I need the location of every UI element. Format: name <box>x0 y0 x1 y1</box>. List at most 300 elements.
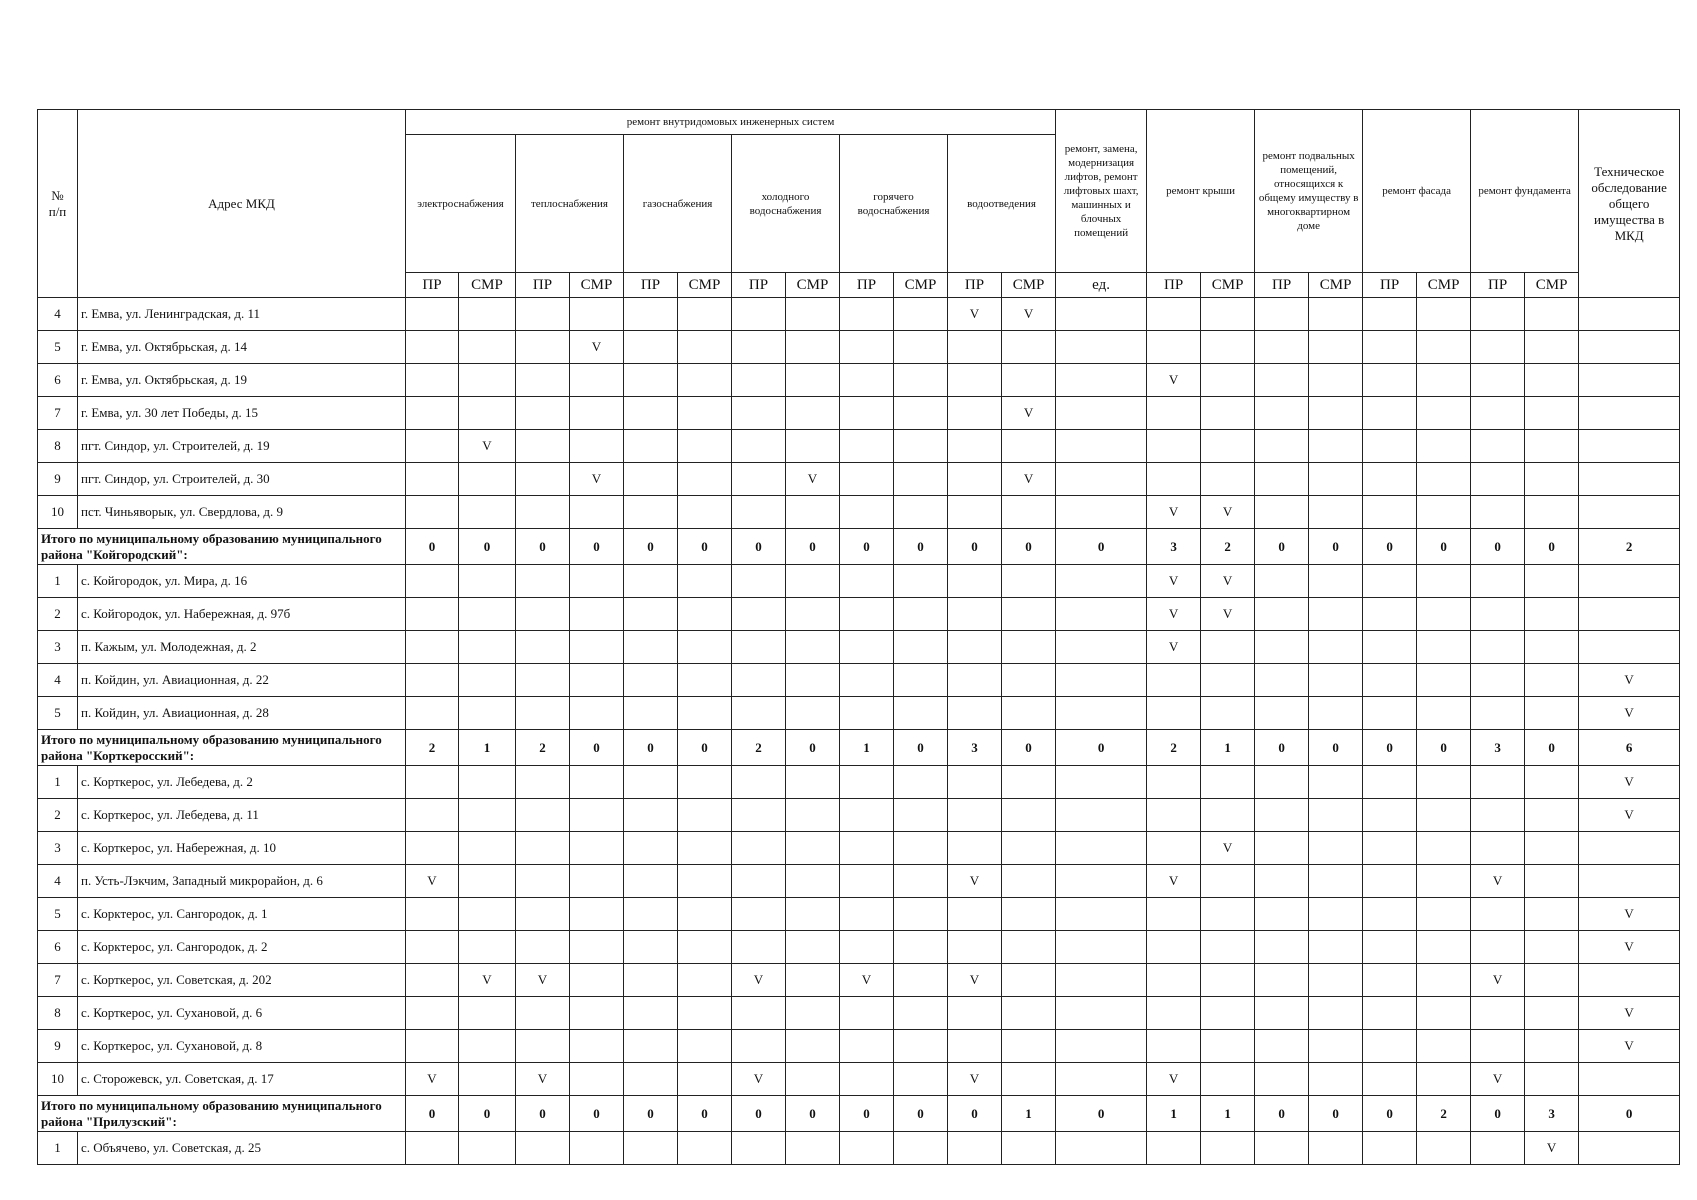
work-mark <box>894 364 948 397</box>
row-address: с. Корктерос, ул. Сангородок, д. 1 <box>78 898 406 931</box>
work-mark <box>732 565 786 598</box>
header-foundation: ремонт фундамента <box>1471 110 1579 273</box>
work-mark: V <box>1579 766 1680 799</box>
work-mark <box>1002 331 1056 364</box>
total-value: 3 <box>1471 730 1525 766</box>
work-mark <box>1309 1132 1363 1165</box>
table-row <box>38 799 1680 832</box>
work-mark <box>840 997 894 1030</box>
row-number: 10 <box>38 1063 78 1096</box>
total-value: 0 <box>459 1096 516 1132</box>
work-mark <box>1363 598 1417 631</box>
work-mark <box>1147 799 1201 832</box>
table-row <box>38 298 1680 331</box>
work-mark <box>1417 697 1471 730</box>
work-mark: V <box>1579 799 1680 832</box>
work-mark <box>1056 766 1147 799</box>
table-header <box>38 110 1680 298</box>
work-mark <box>1056 598 1147 631</box>
work-mark <box>732 331 786 364</box>
total-value: 0 <box>786 529 840 565</box>
row-number: 8 <box>38 997 78 1030</box>
work-mark <box>732 463 786 496</box>
work-mark <box>624 697 678 730</box>
work-mark <box>406 598 459 631</box>
work-mark <box>459 598 516 631</box>
work-mark <box>894 799 948 832</box>
work-mark <box>1255 364 1309 397</box>
work-mark <box>570 664 624 697</box>
work-mark <box>1525 331 1579 364</box>
work-mark <box>1002 1063 1056 1096</box>
work-mark <box>1525 898 1579 931</box>
work-mark <box>1363 298 1417 331</box>
table-row <box>38 1030 1680 1063</box>
work-mark <box>1201 865 1255 898</box>
row-address: п. Кажым, ул. Молодежная, д. 2 <box>78 631 406 664</box>
work-mark <box>1255 298 1309 331</box>
work-mark <box>1363 865 1417 898</box>
work-mark <box>459 997 516 1030</box>
work-mark: V <box>840 964 894 997</box>
work-mark <box>1255 631 1309 664</box>
work-mark <box>1201 430 1255 463</box>
work-mark <box>1056 964 1147 997</box>
work-mark <box>1309 697 1363 730</box>
work-mark <box>1309 598 1363 631</box>
work-mark <box>1255 898 1309 931</box>
total-value: 0 <box>786 730 840 766</box>
work-mark <box>840 298 894 331</box>
work-mark <box>1056 298 1147 331</box>
work-mark <box>678 1132 732 1165</box>
subheader-pr: ПР <box>732 273 786 298</box>
work-mark <box>406 364 459 397</box>
work-mark <box>678 397 732 430</box>
work-mark <box>1309 631 1363 664</box>
work-mark <box>459 664 516 697</box>
work-mark <box>732 697 786 730</box>
work-mark <box>1056 331 1147 364</box>
work-mark <box>1002 1132 1056 1165</box>
work-mark <box>1363 1132 1417 1165</box>
work-mark <box>948 832 1002 865</box>
subheader-smr: СМР <box>894 273 948 298</box>
total-value: 6 <box>1579 730 1680 766</box>
total-value: 0 <box>1309 1096 1363 1132</box>
total-value: 0 <box>516 529 570 565</box>
work-mark <box>1201 631 1255 664</box>
work-mark <box>1147 664 1201 697</box>
work-mark <box>406 430 459 463</box>
total-value: 1 <box>459 730 516 766</box>
work-mark <box>1147 430 1201 463</box>
work-mark <box>624 1030 678 1063</box>
repair-plan-table <box>37 109 1680 1165</box>
work-mark <box>786 1063 840 1096</box>
row-number: 1 <box>38 565 78 598</box>
work-mark: V <box>1579 1030 1680 1063</box>
work-mark <box>459 331 516 364</box>
work-mark <box>948 664 1002 697</box>
work-mark <box>1525 631 1579 664</box>
work-mark <box>1525 1063 1579 1096</box>
total-value: 0 <box>459 529 516 565</box>
work-mark <box>406 898 459 931</box>
work-mark: V <box>1579 697 1680 730</box>
work-mark <box>1056 1063 1147 1096</box>
work-mark <box>516 898 570 931</box>
work-mark <box>624 1132 678 1165</box>
work-mark <box>1002 964 1056 997</box>
total-value: 1 <box>1002 1096 1056 1132</box>
work-mark <box>1309 397 1363 430</box>
header-facade: ремонт фасада <box>1363 110 1471 273</box>
work-mark <box>570 898 624 931</box>
work-mark <box>1363 697 1417 730</box>
work-mark <box>786 832 840 865</box>
work-mark <box>1525 964 1579 997</box>
work-mark <box>570 832 624 865</box>
work-mark <box>894 496 948 529</box>
work-mark <box>1056 832 1147 865</box>
total-value: 0 <box>678 529 732 565</box>
table-row <box>38 631 1680 664</box>
work-mark <box>1147 898 1201 931</box>
work-mark <box>840 697 894 730</box>
work-mark <box>1002 997 1056 1030</box>
work-mark <box>840 463 894 496</box>
work-mark <box>948 1030 1002 1063</box>
work-mark <box>786 1030 840 1063</box>
work-mark <box>1201 463 1255 496</box>
work-mark <box>678 364 732 397</box>
work-mark <box>1201 1063 1255 1096</box>
work-mark <box>459 364 516 397</box>
header-number: № п/п <box>38 110 78 298</box>
subheader-pr: ПР <box>948 273 1002 298</box>
work-mark <box>840 1063 894 1096</box>
work-mark <box>948 364 1002 397</box>
work-mark <box>570 931 624 964</box>
work-mark <box>1147 931 1201 964</box>
work-mark <box>1147 397 1201 430</box>
work-mark <box>840 430 894 463</box>
work-mark <box>786 898 840 931</box>
work-mark <box>1363 799 1417 832</box>
row-address: с. Объячево, ул. Советская, д. 25 <box>78 1132 406 1165</box>
work-mark <box>1255 496 1309 529</box>
work-mark: V <box>1147 631 1201 664</box>
work-mark <box>570 1132 624 1165</box>
work-mark <box>1255 832 1309 865</box>
total-value: 0 <box>678 1096 732 1132</box>
work-mark <box>1471 598 1525 631</box>
row-address: пст. Чиньяворык, ул. Свердлова, д. 9 <box>78 496 406 529</box>
total-value: 0 <box>1471 1096 1525 1132</box>
work-mark <box>1579 331 1680 364</box>
subheader-smr: СМР <box>1201 273 1255 298</box>
work-mark <box>1417 565 1471 598</box>
work-mark <box>1147 463 1201 496</box>
subheader-smr: СМР <box>1417 273 1471 298</box>
work-mark <box>1471 1132 1525 1165</box>
work-mark <box>1417 898 1471 931</box>
subheader-smr: СМР <box>1002 273 1056 298</box>
total-value: 2 <box>1147 730 1201 766</box>
work-mark <box>732 832 786 865</box>
work-mark <box>1309 463 1363 496</box>
header-electricity: электроснабжения <box>406 135 516 273</box>
work-mark <box>1255 1063 1309 1096</box>
work-mark <box>1255 331 1309 364</box>
work-mark <box>1363 1030 1417 1063</box>
work-mark <box>1201 997 1255 1030</box>
work-mark <box>732 1132 786 1165</box>
work-mark: V <box>1201 598 1255 631</box>
work-mark <box>1525 865 1579 898</box>
work-mark <box>1579 496 1680 529</box>
work-mark <box>894 397 948 430</box>
work-mark: V <box>1002 397 1056 430</box>
work-mark <box>948 430 1002 463</box>
work-mark <box>1579 565 1680 598</box>
work-mark <box>678 1063 732 1096</box>
total-value: 0 <box>732 1096 786 1132</box>
work-mark <box>516 664 570 697</box>
subheader-smr: СМР <box>786 273 840 298</box>
work-mark <box>1417 631 1471 664</box>
total-value: 0 <box>894 1096 948 1132</box>
total-value: 1 <box>1147 1096 1201 1132</box>
total-value: 0 <box>1309 730 1363 766</box>
work-mark <box>894 331 948 364</box>
work-mark <box>516 997 570 1030</box>
work-mark <box>516 598 570 631</box>
work-mark <box>1002 631 1056 664</box>
work-mark <box>894 832 948 865</box>
work-mark <box>786 799 840 832</box>
work-mark <box>459 799 516 832</box>
table-row <box>38 964 1680 997</box>
work-mark <box>1471 565 1525 598</box>
work-mark <box>1147 697 1201 730</box>
work-mark: V <box>1147 496 1201 529</box>
total-value: 0 <box>624 529 678 565</box>
work-mark <box>1471 430 1525 463</box>
work-mark <box>516 430 570 463</box>
work-mark <box>1309 1030 1363 1063</box>
work-mark <box>840 598 894 631</box>
work-mark <box>1363 430 1417 463</box>
work-mark <box>1056 496 1147 529</box>
work-mark <box>1002 496 1056 529</box>
table-body <box>38 298 1680 1165</box>
work-mark <box>948 463 1002 496</box>
work-mark <box>948 997 1002 1030</box>
work-mark <box>624 598 678 631</box>
work-mark <box>948 766 1002 799</box>
work-mark: V <box>1201 832 1255 865</box>
work-mark <box>1417 496 1471 529</box>
total-value: 3 <box>948 730 1002 766</box>
row-number: 2 <box>38 799 78 832</box>
work-mark <box>624 397 678 430</box>
work-mark <box>516 799 570 832</box>
total-value: 0 <box>894 529 948 565</box>
work-mark <box>1255 997 1309 1030</box>
work-mark <box>516 766 570 799</box>
row-number: 6 <box>38 364 78 397</box>
work-mark <box>406 565 459 598</box>
work-mark <box>840 832 894 865</box>
work-mark <box>1525 598 1579 631</box>
total-label: Итого по муниципальному образованию муниципального района "Прилузский": <box>38 1096 406 1132</box>
work-mark <box>570 631 624 664</box>
work-mark <box>732 898 786 931</box>
work-mark <box>840 364 894 397</box>
row-address: г. Емва, ул. Октябрьская, д. 14 <box>78 331 406 364</box>
work-mark <box>516 697 570 730</box>
work-mark <box>406 631 459 664</box>
work-mark <box>1579 364 1680 397</box>
work-mark <box>894 298 948 331</box>
work-mark <box>1309 496 1363 529</box>
work-mark <box>1525 997 1579 1030</box>
subheader-smr: СМР <box>459 273 516 298</box>
table-row <box>38 697 1680 730</box>
table-row <box>38 832 1680 865</box>
row-address: п. Усть-Лэкчим, Западный микрорайон, д. 6 <box>78 865 406 898</box>
work-mark <box>1525 1030 1579 1063</box>
total-value: 0 <box>1309 529 1363 565</box>
work-mark <box>1525 298 1579 331</box>
work-mark <box>1309 832 1363 865</box>
row-address: г. Емва, ул. Ленинградская, д. 11 <box>78 298 406 331</box>
work-mark <box>786 298 840 331</box>
total-value: 3 <box>1147 529 1201 565</box>
work-mark <box>894 1030 948 1063</box>
work-mark <box>786 496 840 529</box>
work-mark <box>1255 598 1309 631</box>
work-mark <box>1255 964 1309 997</box>
work-mark <box>1201 664 1255 697</box>
work-mark <box>624 865 678 898</box>
work-mark <box>894 565 948 598</box>
work-mark <box>678 865 732 898</box>
work-mark <box>1417 430 1471 463</box>
work-mark <box>406 463 459 496</box>
work-mark <box>406 766 459 799</box>
work-mark <box>459 397 516 430</box>
work-mark <box>1309 364 1363 397</box>
work-mark <box>1255 1132 1309 1165</box>
work-mark: V <box>1002 463 1056 496</box>
row-number: 5 <box>38 331 78 364</box>
work-mark <box>1471 496 1525 529</box>
work-mark <box>1056 364 1147 397</box>
work-mark <box>459 931 516 964</box>
row-number: 5 <box>38 697 78 730</box>
row-number: 8 <box>38 430 78 463</box>
work-mark <box>624 364 678 397</box>
work-mark <box>516 364 570 397</box>
work-mark <box>948 799 1002 832</box>
work-mark <box>1147 832 1201 865</box>
work-mark <box>1471 397 1525 430</box>
work-mark: V <box>732 1063 786 1096</box>
total-value: 2 <box>732 730 786 766</box>
work-mark <box>732 364 786 397</box>
work-mark <box>1002 598 1056 631</box>
total-row <box>38 1096 1680 1132</box>
total-value: 0 <box>570 529 624 565</box>
total-value: 2 <box>1579 529 1680 565</box>
work-mark <box>1147 964 1201 997</box>
total-value: 0 <box>948 529 1002 565</box>
header-gas: газоснабжения <box>624 135 732 273</box>
work-mark <box>1309 799 1363 832</box>
work-mark <box>1471 1030 1525 1063</box>
work-mark <box>732 865 786 898</box>
work-mark <box>678 631 732 664</box>
work-mark <box>1525 664 1579 697</box>
work-mark <box>678 463 732 496</box>
work-mark <box>624 931 678 964</box>
work-mark: V <box>406 865 459 898</box>
work-mark <box>840 865 894 898</box>
total-value: 2 <box>1417 1096 1471 1132</box>
work-mark: V <box>1147 565 1201 598</box>
work-mark <box>786 631 840 664</box>
work-mark <box>624 898 678 931</box>
work-mark <box>570 799 624 832</box>
work-mark <box>1471 331 1525 364</box>
work-mark <box>786 331 840 364</box>
work-mark <box>1417 664 1471 697</box>
work-mark <box>459 496 516 529</box>
work-mark <box>570 364 624 397</box>
work-mark: V <box>948 865 1002 898</box>
work-mark <box>786 931 840 964</box>
work-mark <box>1201 931 1255 964</box>
work-mark <box>624 1063 678 1096</box>
row-number: 4 <box>38 664 78 697</box>
total-row <box>38 529 1680 565</box>
total-value: 0 <box>516 1096 570 1132</box>
work-mark <box>1201 766 1255 799</box>
work-mark <box>1417 832 1471 865</box>
work-mark <box>624 565 678 598</box>
work-mark <box>1579 463 1680 496</box>
work-mark <box>406 664 459 697</box>
work-mark <box>894 1132 948 1165</box>
work-mark <box>894 463 948 496</box>
total-value: 1 <box>1201 730 1255 766</box>
work-mark: V <box>1525 1132 1579 1165</box>
work-mark <box>732 997 786 1030</box>
total-value: 3 <box>1525 1096 1579 1132</box>
work-mark <box>840 766 894 799</box>
total-value: 0 <box>894 730 948 766</box>
total-value: 0 <box>1056 529 1147 565</box>
work-mark <box>406 832 459 865</box>
work-mark <box>786 964 840 997</box>
work-mark <box>1417 766 1471 799</box>
work-mark: V <box>1471 865 1525 898</box>
subheader-pr: ПР <box>1147 273 1201 298</box>
work-mark <box>1002 430 1056 463</box>
